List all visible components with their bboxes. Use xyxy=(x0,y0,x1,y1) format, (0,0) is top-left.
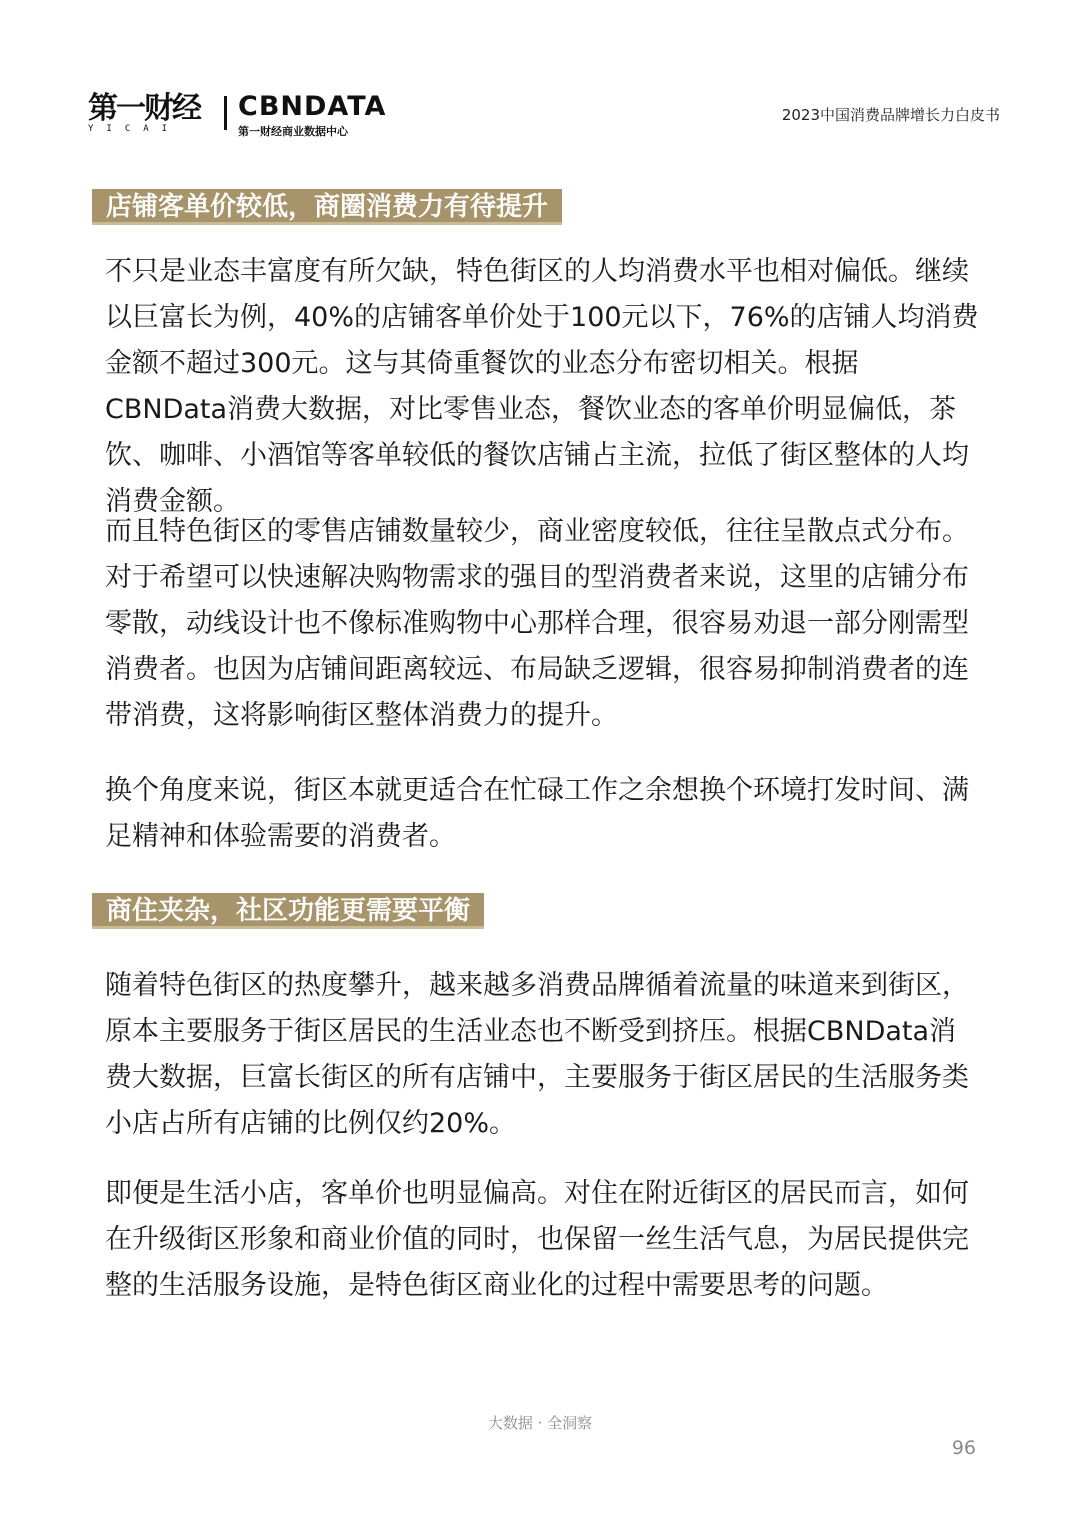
yicai-logo-sub: YICAI xyxy=(88,124,181,134)
paragraph: 换个角度来说，街区本就更适合在忙碌工作之余想换个环境打发时间、满足精神和体验需要的消费者。 xyxy=(105,775,969,852)
paragraph: 不只是业态丰富度有所欠缺，特色街区的人均消费水平也相对偏低。继续以巨富长为例，40%的店铺客单价处于100元以下，76%的店铺人均消费金额不超过300元。这与其倚重餐饮的业态分布密切相关。根据CBNData消费大数据，对比零售业态，餐饮业态的客单价明显偏低，茶饮、咖啡、小酒馆等客单较低的餐饮店铺占主流，拉低了街区整体的人均消费金额。 xyxy=(105,256,979,517)
footer-tagline: 大数据 · 全洞察 xyxy=(487,1414,593,1432)
report-title: 2023中国消费品牌增长力白皮书 xyxy=(781,106,1000,124)
yicai-logo xyxy=(88,92,216,132)
paragraph: 而且特色街区的零售店铺数量较少，商业密度较低，往往呈散点式分布。对于希望可以快速解决购物需求的强目的型消费者来说，这里的店铺分布零散，动线设计也不像标准购物中心那样合理，很容易劝退一部分刚需型消费者。也因为店铺间距离较远、布局缺乏逻辑，很容易抑制消费者的连带消费，这将影响街区整体消费力的提升。 xyxy=(105,516,969,731)
cbndata-logo-sub: 第一财经商业数据中心 xyxy=(238,125,348,138)
page-number: 96 xyxy=(951,1437,976,1459)
paragraph: 随着特色街区的热度攀升，越来越多消费品牌循着流量的味道来到街区，原本主要服务于街区居民的生活业态也不断受到挤压。根据CBNData消费大数据，巨富长街区的所有店铺中，主要服务于街区居民的生活服务类小店占所有店铺的比例仅约20%。 xyxy=(105,970,969,1139)
section-heading-community: 商住夹杂，社区功能更需要平衡 xyxy=(92,893,484,929)
cbndata-logo xyxy=(238,92,386,139)
yicai-logo-mark: 第一财经 xyxy=(88,91,200,126)
logo-divider xyxy=(224,96,227,130)
section-heading-spending: 店铺客单价较低，商圈消费力有待提升 xyxy=(92,189,562,225)
page-header xyxy=(88,88,1000,148)
cbndata-logo-mark: CBNDATA xyxy=(238,91,387,122)
paragraph: 即便是生活小店，客单价也明显偏高。对住在附近街区的居民而言，如何在升级街区形象和商业价值的同时，也保留一丝生活气息，为居民提供完整的生活服务设施，是特色街区商业化的过程中需要思考的问题。 xyxy=(105,1178,969,1301)
